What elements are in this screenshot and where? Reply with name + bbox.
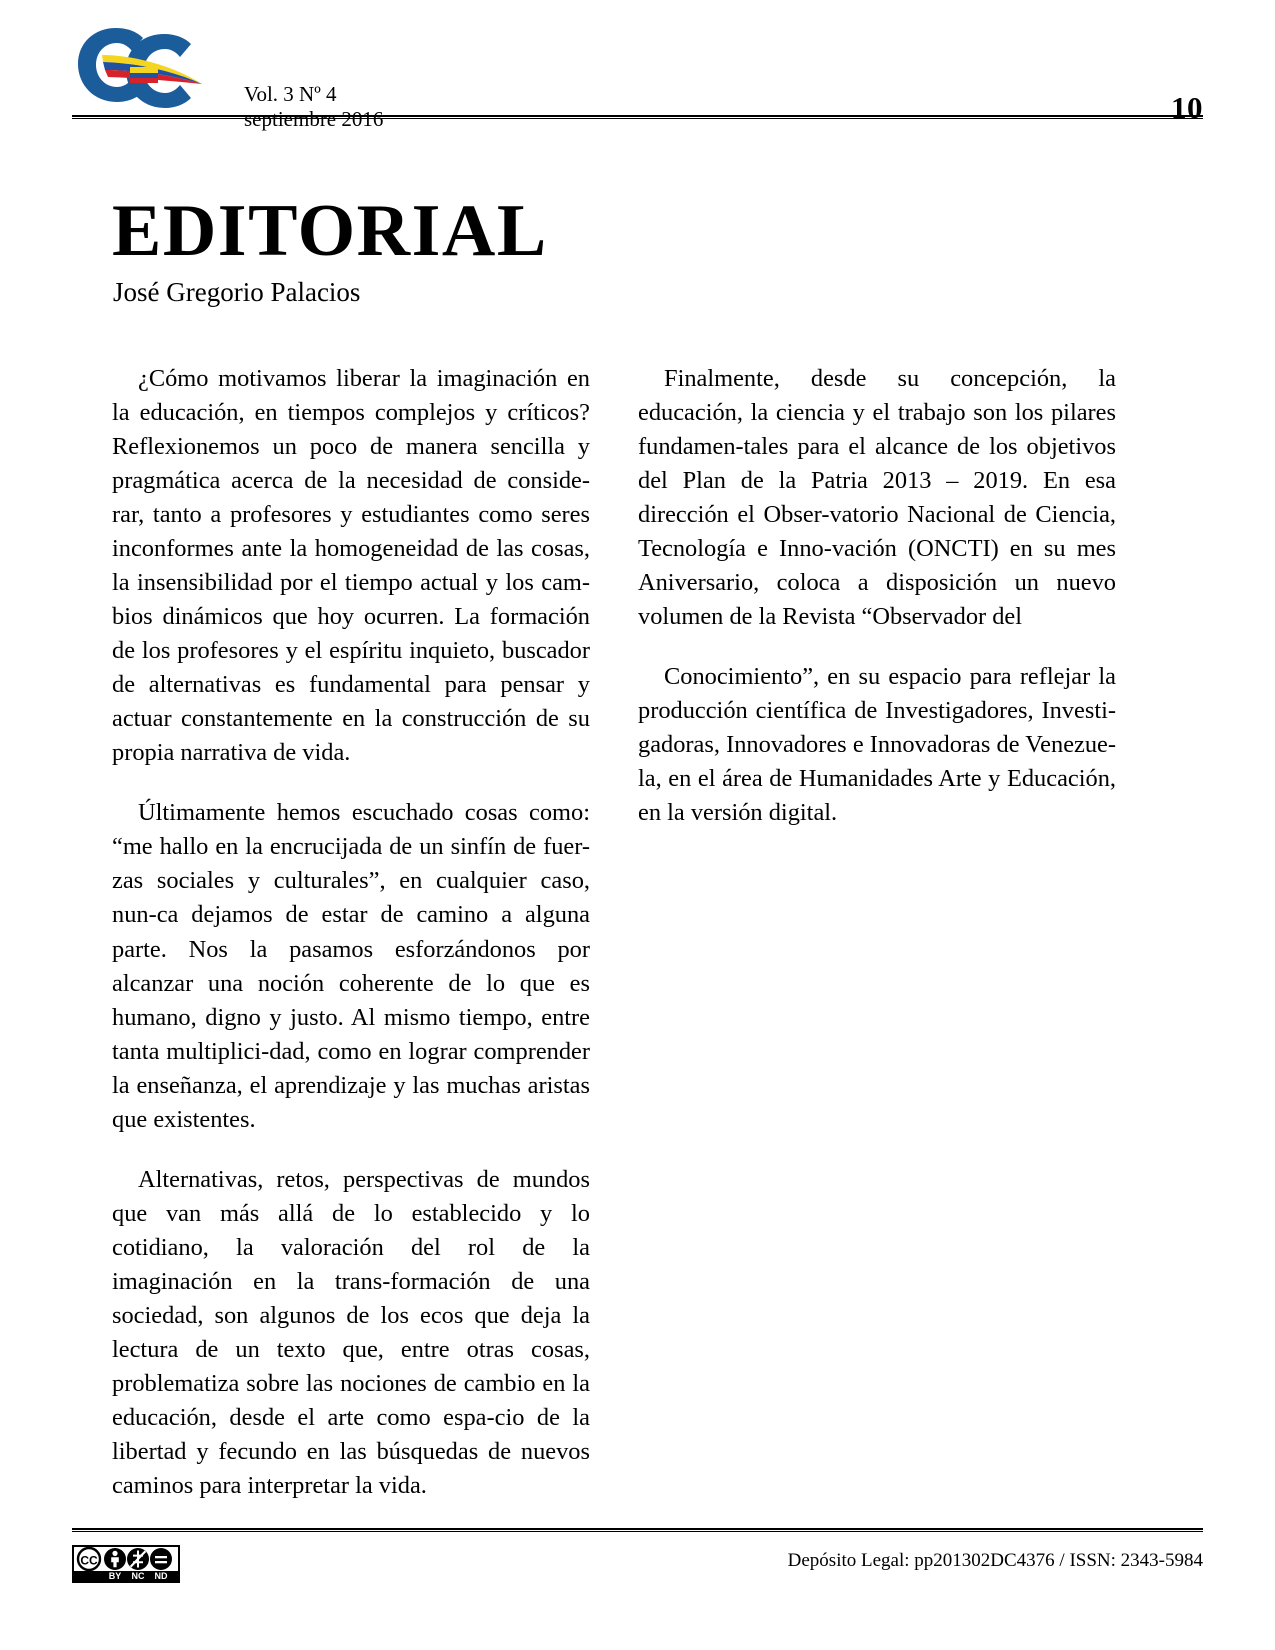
issue-info (244, 82, 383, 132)
legal-deposit-text: Depósito Legal: pp201302DC4376 / ISSN: 2343-5984 (787, 1550, 1203, 1571)
oc-logo-icon (72, 22, 202, 110)
text-column-left (112, 362, 590, 1503)
page-header (72, 22, 1203, 131)
text-column-right (638, 362, 1116, 1503)
page-title: EDITORIAL (112, 189, 548, 272)
header-divider (72, 115, 1203, 119)
paragraph: Finalmente, desde su concepción, la educación, la ciencia y el trabajo son los pilares fundamen-tales para el alcance de los objetivos del Plan de la Patria 2013 – 2019. En esa dirección el Obser-vatorio Nacional de Ciencia, Tecnología e Inno-vación (ONCTI) en su mes Aniversario, coloca a disposición un nuevo volumen de la Revista “Observador del (638, 365, 1116, 631)
journal-logo (72, 22, 202, 110)
paragraph: Conocimiento”, en su espacio para reflejar la producción científica de Investigadores, Investi-gadoras, Innovadores e Innovadoras de Venezue-la, en el área de Humanidades Arte y Educación, en la versión digital. (638, 663, 1116, 827)
issue-volume: Vol. 3 Nº 4 (244, 82, 337, 106)
footer-divider (72, 1528, 1203, 1532)
page-number: 10 (1171, 90, 1203, 125)
issue-date: septiembre 2016 (244, 106, 384, 131)
svg-text:NC: NC (131, 1571, 145, 1581)
paragraph: Alternativas, retos, perspectivas de mundos que van más allá de lo establecido y lo cotidiano, la valoración del rol de la imaginación en la trans-formación de una sociedad, son algunos de los ecos que deja la lectura de un texto que, entre otras cosas, problematiza sobre las nociones de cambio en la educación, desde el arte como espa-cio de la libertad y fecundo en las búsquedas de nuevos caminos para interpretar la vida. (112, 1165, 590, 1499)
paragraph: Últimamente hemos escuchado cosas como: “me hallo en la encrucijada de un sinfín de fuer-zas sociales y culturales”, en cualquier caso, nun-ca dejamos de estar de camino a alguna parte. Nos la pasamos esforzándonos por alcanzar una noción coherente de lo que es humano, digno y justo. Al mismo tiempo, entre tanta multiplici-dad, como en lograr comprender la enseñanza, el aprendizaje y las muchas aristas que existentes. (112, 799, 590, 1133)
svg-text:ND: ND (154, 1571, 168, 1581)
svg-text:BY: BY (108, 1571, 122, 1581)
article-body (112, 362, 1116, 1503)
creative-commons-license-badge[interactable] (72, 1545, 180, 1583)
cc-by-nc-nd-icon (72, 1545, 180, 1583)
paragraph: ¿Cómo motivamos liberar la imaginación en la educación, en tiempos complejos y críticos? Reflexionemos un poco de manera sencilla y pragmática acerca de la necesidad de conside-rar, tanto a profesores y estudiantes como seres inconformes ante la homogeneidad de las cosas, la insensibilidad por el tiempo actual y los cam-bios dinámicos que hoy ocurren. La formación de los profesores y el espíritu inquieto, buscador de alternativas es fundamental para pensar y actuar constantemente en la construcción de su propia narrativa de vida. (112, 365, 590, 767)
svg-text:CC: CC (80, 1553, 98, 1568)
article-author: José Gregorio Palacios (113, 277, 361, 307)
